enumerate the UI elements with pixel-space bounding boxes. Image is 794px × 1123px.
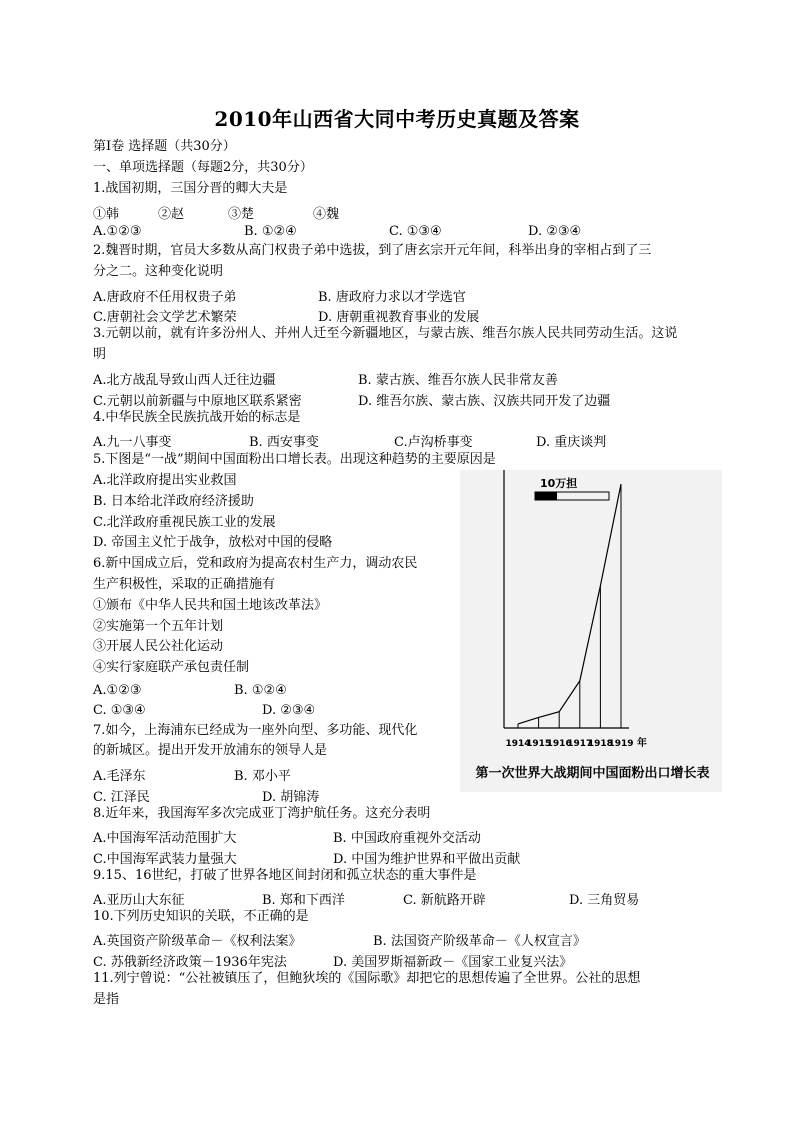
q10-stem: 10.下列历史知识的关联，不正确的是 <box>93 909 309 924</box>
x-tick-label: 1919 <box>608 739 634 749</box>
q6-option-c: C. ①③④ <box>93 703 146 718</box>
q3-option-d: D. 维吾尔族、蒙古族、汉族共同开发了边疆 <box>358 394 611 409</box>
q1-item-4: ④魏 <box>313 207 340 222</box>
q5-option-a: A.北洋政府提出实业救国 <box>93 473 237 488</box>
q8-option-a: A.中国海军活动范围扩大 <box>93 831 237 846</box>
q3-stem-line1: 3.元朝以前，就有许多汾州人、并州人迁至今新疆地区，与蒙古族、维吾尔族人民共同劳动生活。这说 <box>93 326 678 341</box>
q4-stem: 4.中华民族全民族抗战开始的标志是 <box>93 410 301 425</box>
q8-option-d: D. 中国为维护世界和平做出贡献 <box>333 852 521 867</box>
q6-stem-line1: 6.新中国成立后，党和政府为提高农村生产力，调动农民 <box>93 556 418 571</box>
q7-option-c: C. 江泽民 <box>93 790 150 805</box>
q4-option-a: A.九一八事变 <box>93 435 172 450</box>
q4-option-b: B. 西安事变 <box>249 435 319 450</box>
x-tick-label: 1915 <box>526 739 552 749</box>
part-heading: 一、单项选择题（每题2分，共30分） <box>93 160 313 175</box>
q4-option-d: D. 重庆谈判 <box>536 435 607 450</box>
q6-item-4: ④实行家庭联产承包责任制 <box>93 660 250 675</box>
q6-item-3: ③开展人民公社化运动 <box>93 639 224 654</box>
q6-stem-line2: 生产积极性，采取的正确措施有 <box>93 577 276 592</box>
flour-export-chart <box>460 470 722 792</box>
q9-stem: 9.15、16世纪，打破了世界各地区间封闭和孤立状态的重大事件是 <box>93 868 477 883</box>
q9-option-a: A.亚历山大东征 <box>93 893 185 908</box>
q7-option-d: D. 胡锦涛 <box>262 790 320 805</box>
q5-option-b: B. 日本给北洋政府经济援助 <box>93 494 254 509</box>
q1-item-1: ①韩 <box>93 207 120 222</box>
q9-option-b: B. 郑和下西洋 <box>262 893 345 908</box>
q7-stem-line2: 的新城区。提出开发开放浦东的领导人是 <box>93 743 328 758</box>
q3-option-a: A.北方战乱导致山西人迁往边疆 <box>93 373 276 388</box>
q5-option-c: C.北洋政府重视民族工业的发展 <box>93 515 276 530</box>
q8-stem: 8.近年来，我国海军多次完成亚丁湾护航任务。这充分表明 <box>93 806 431 821</box>
q1-item-2: ②赵 <box>158 207 185 222</box>
q1-option-c: C. ①③④ <box>389 224 442 239</box>
document-title: 2010年山西省大同中考历史真题及答案 <box>214 107 580 131</box>
q11-stem-line1: 11.列宁曾说：“公社被镇压了，但鲍狄埃的《国际歌》却把它的思想传遍了全世界。公社的思想 <box>93 971 641 986</box>
x-tick-label: 1917 <box>567 739 593 749</box>
q1-option-b: B. ①②④ <box>244 224 297 239</box>
x-tick-label: 1914 <box>505 739 531 749</box>
q10-option-b: B. 法国资产阶级革命－《人权宣言》 <box>373 934 586 949</box>
q7-option-b: B. 邓小平 <box>234 769 291 784</box>
q1-item-3: ③楚 <box>228 207 255 222</box>
chart-caption: 第一次世界大战期间中国面粉出口增长表 <box>475 766 710 781</box>
q7-stem-line1: 7.如今，上海浦东已经成为一座外向型、多功能、现代化 <box>93 723 418 738</box>
q6-option-b: B. ①②④ <box>234 683 287 698</box>
q1-option-a: A.①②③ <box>93 224 142 239</box>
q4-option-c: C.卢沟桥事变 <box>394 435 473 450</box>
q3-stem-line2: 明 <box>93 347 107 362</box>
q8-option-c: C.中国海军武装力量强大 <box>93 852 237 867</box>
section-heading: 第Ⅰ卷 选择题（共30分） <box>93 139 236 154</box>
q2-option-b: B. 唐政府力求以才学选官 <box>318 290 466 305</box>
x-unit-label: 年 <box>637 738 647 749</box>
scale-label: 10万担 <box>540 477 578 490</box>
q2-stem-line2: 分之二。这种变化说明 <box>93 264 224 279</box>
q2-stem-line1: 2.魏晋时期，官员大多数从高门权贵子弟中选拔，到了唐玄宗开元年间，科举出身的宰相占到了三 <box>93 243 652 258</box>
q7-option-a: A.毛泽东 <box>93 769 146 784</box>
q5-option-d: D. 帝国主义忙于战争，放松对中国的侵略 <box>93 535 333 550</box>
q6-option-d: D. ②③④ <box>262 703 316 718</box>
q10-option-a: A.英国资产阶级革命－《权利法案》 <box>93 934 302 949</box>
q6-item-1: ①颁布《中华人民共和国土地该改革法》 <box>93 598 328 613</box>
q5-stem: 5.下图是“一战”期间中国面粉出口增长表。出现这种趋势的主要原因是 <box>93 452 496 467</box>
q2-option-a: A.唐政府不任用权贵子弟 <box>93 290 237 305</box>
x-tick-label: 1918 <box>587 739 613 749</box>
q11-stem-line2: 是指 <box>93 992 120 1007</box>
scale-bar-fill <box>535 492 557 500</box>
q1-option-d: D. ②③④ <box>528 224 582 239</box>
q8-option-b: B. 中国政府重视外交活动 <box>333 831 481 846</box>
q3-option-c: C.元朝以前新疆与中原地区联系紧密 <box>93 394 302 409</box>
q9-option-d: D. 三角贸易 <box>569 893 640 908</box>
q3-option-b: B. 蒙古族、维吾尔族人民非常友善 <box>358 373 558 388</box>
q6-option-a: A.①②③ <box>93 683 142 698</box>
q1-stem: 1.战国初期，三国分晋的卿大夫是 <box>93 181 288 196</box>
q10-option-c: C. 苏俄新经济政策－1936年宪法 <box>93 955 287 970</box>
x-tick-label: 1916 <box>546 739 572 749</box>
q6-item-2: ②实施第一个五年计划 <box>93 619 224 634</box>
q10-option-d: D. 美国罗斯福新政－《国家工业复兴法》 <box>333 955 573 970</box>
q2-option-c: C.唐朝社会文学艺术繁荣 <box>93 310 237 325</box>
q2-option-d: D. 唐朝重视教育事业的发展 <box>318 310 480 325</box>
q9-option-c: C. 新航路开辟 <box>403 893 486 908</box>
